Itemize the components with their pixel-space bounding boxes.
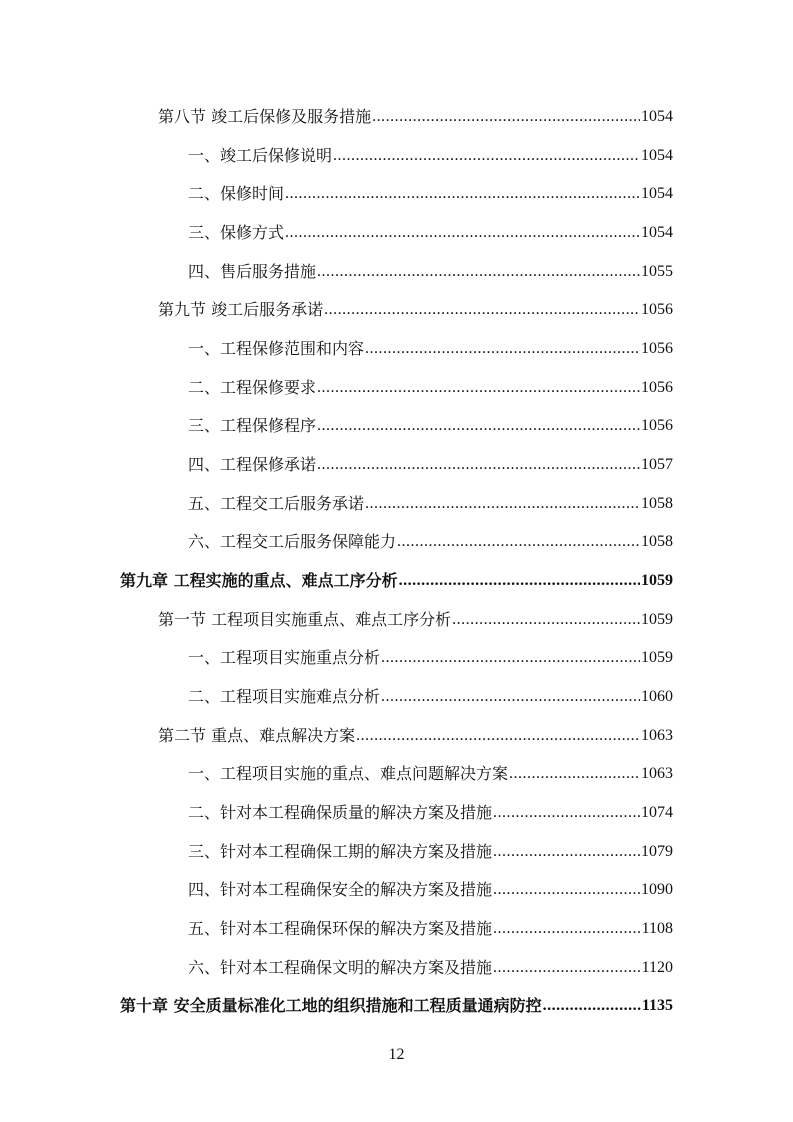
toc-entry[interactable]: [188, 140, 673, 166]
toc-entry-page: 1120: [641, 959, 673, 976]
dot-leader: [356, 726, 640, 746]
toc-entry-page: 1060: [641, 688, 673, 705]
toc-entry-page: 1056: [641, 417, 673, 434]
toc-entry[interactable]: [188, 836, 673, 862]
toc-entry[interactable]: [188, 178, 673, 204]
toc-entry[interactable]: [120, 565, 673, 591]
toc-entry-page: 1135: [641, 997, 673, 1014]
toc-entry[interactable]: [188, 758, 673, 784]
toc-entry-title: 第一节 工程项目实施重点、难点工序分析: [158, 610, 452, 629]
page-number: 12: [388, 1046, 405, 1063]
toc-entry[interactable]: [188, 797, 673, 823]
toc-entry-title: 第十章 安全质量标准化工地的组织措施和工程质量通病防控: [120, 996, 542, 1015]
toc-entry-title: 第八节 竣工后保修及服务措施: [158, 107, 372, 126]
dot-leader: [493, 842, 640, 862]
toc-entry[interactable]: [188, 217, 673, 243]
toc-entry-title: 三、工程保修程序: [188, 416, 317, 435]
toc-entry-page: 1054: [641, 147, 673, 164]
toc-entry[interactable]: [188, 449, 673, 475]
toc-entry[interactable]: [158, 720, 673, 746]
toc-entry[interactable]: [188, 488, 673, 514]
toc-entry-page: 1056: [641, 340, 673, 357]
toc-entry-page: 1055: [641, 263, 673, 280]
toc-entry[interactable]: [158, 294, 673, 320]
dot-leader: [493, 919, 641, 939]
toc-entry-title: 一、工程项目实施的重点、难点问题解决方案: [188, 764, 509, 783]
dot-leader: [333, 146, 640, 166]
toc-entry-page: 1054: [641, 108, 673, 125]
toc-entry[interactable]: [188, 952, 673, 978]
toc-entry-title: 五、工程交工后服务承诺: [188, 494, 365, 513]
toc-entry-page: 1108: [641, 920, 673, 937]
dot-leader: [399, 571, 640, 591]
toc-entry-page: 1063: [641, 727, 673, 744]
toc-entry-page: 1059: [641, 649, 673, 666]
toc-entry-page: 1056: [641, 301, 673, 318]
toc-entry-page: 1058: [641, 495, 673, 512]
toc-entry-title: 六、工程交工后服务保障能力: [188, 532, 397, 551]
dot-leader: [493, 880, 640, 900]
toc-entry[interactable]: [188, 681, 673, 707]
dot-leader: [365, 339, 640, 359]
toc-entry-title: 二、保修时间: [188, 184, 285, 203]
dot-leader: [397, 532, 640, 552]
dot-leader: [493, 958, 641, 978]
toc-entry-title: 二、工程保修要求: [188, 378, 317, 397]
dot-leader: [509, 764, 640, 784]
dot-leader: [493, 803, 640, 823]
dot-leader: [372, 107, 640, 127]
toc-entry-title: 第九节 竣工后服务承诺: [158, 300, 324, 319]
dot-leader: [543, 996, 641, 1016]
toc-entry-title: 一、工程保修范围和内容: [188, 339, 365, 358]
toc-entry-title: 一、工程项目实施重点分析: [188, 648, 381, 667]
toc-entry[interactable]: [158, 604, 673, 630]
toc-entry-title: 五、针对本工程确保环保的解决方案及措施: [188, 919, 493, 938]
toc-entry[interactable]: [188, 372, 673, 398]
dot-leader: [324, 300, 640, 320]
toc-entry-title: 一、竣工后保修说明: [188, 146, 333, 165]
dot-leader: [381, 687, 640, 707]
toc-entry-title: 二、工程项目实施难点分析: [188, 687, 381, 706]
dot-leader: [317, 378, 640, 398]
toc-entry[interactable]: [188, 333, 673, 359]
dot-leader: [285, 184, 640, 204]
toc-entry-page: 1063: [641, 765, 673, 782]
toc-entry[interactable]: [188, 526, 673, 552]
toc-entry[interactable]: [188, 642, 673, 668]
toc-entry-title: 四、售后服务措施: [188, 262, 317, 281]
toc-entry-page: 1058: [641, 533, 673, 550]
dot-leader: [317, 455, 640, 475]
toc-entry-title: 三、针对本工程确保工期的解决方案及措施: [188, 842, 493, 861]
dot-leader: [285, 223, 640, 243]
toc-entry-title: 四、工程保修承诺: [188, 455, 317, 474]
toc-entry-title: 第九章 工程实施的重点、难点工序分析: [120, 571, 398, 590]
toc-entry[interactable]: [188, 256, 673, 282]
toc-entry-page: 1090: [641, 881, 673, 898]
dot-leader: [317, 262, 640, 282]
toc-entry-title: 六、针对本工程确保文明的解决方案及措施: [188, 958, 493, 977]
toc-entry-page: 1059: [641, 611, 673, 628]
dot-leader: [452, 610, 640, 630]
toc-entry-title: 四、针对本工程确保安全的解决方案及措施: [188, 880, 493, 899]
toc-entry-page: 1056: [641, 379, 673, 396]
dot-leader: [381, 648, 640, 668]
toc-entry-page: 1054: [641, 224, 673, 241]
dot-leader: [365, 494, 640, 514]
toc-entry-page: 1059: [641, 572, 673, 589]
toc-entry-title: 二、针对本工程确保质量的解决方案及措施: [188, 803, 493, 822]
toc-entry-title: 三、保修方式: [188, 223, 285, 242]
toc-entry-page: 1057: [641, 456, 673, 473]
toc-entry-title: 第二节 重点、难点解决方案: [158, 726, 356, 745]
dot-leader: [317, 416, 640, 436]
toc-entry[interactable]: [158, 101, 673, 127]
toc-entry-page: 1074: [641, 804, 673, 821]
toc-entry[interactable]: [120, 990, 673, 1016]
toc-entry[interactable]: [188, 874, 673, 900]
toc-entry[interactable]: [188, 913, 673, 939]
toc-entry-page: 1054: [641, 185, 673, 202]
toc-entry[interactable]: [188, 410, 673, 436]
toc-entry-page: 1079: [641, 843, 673, 860]
